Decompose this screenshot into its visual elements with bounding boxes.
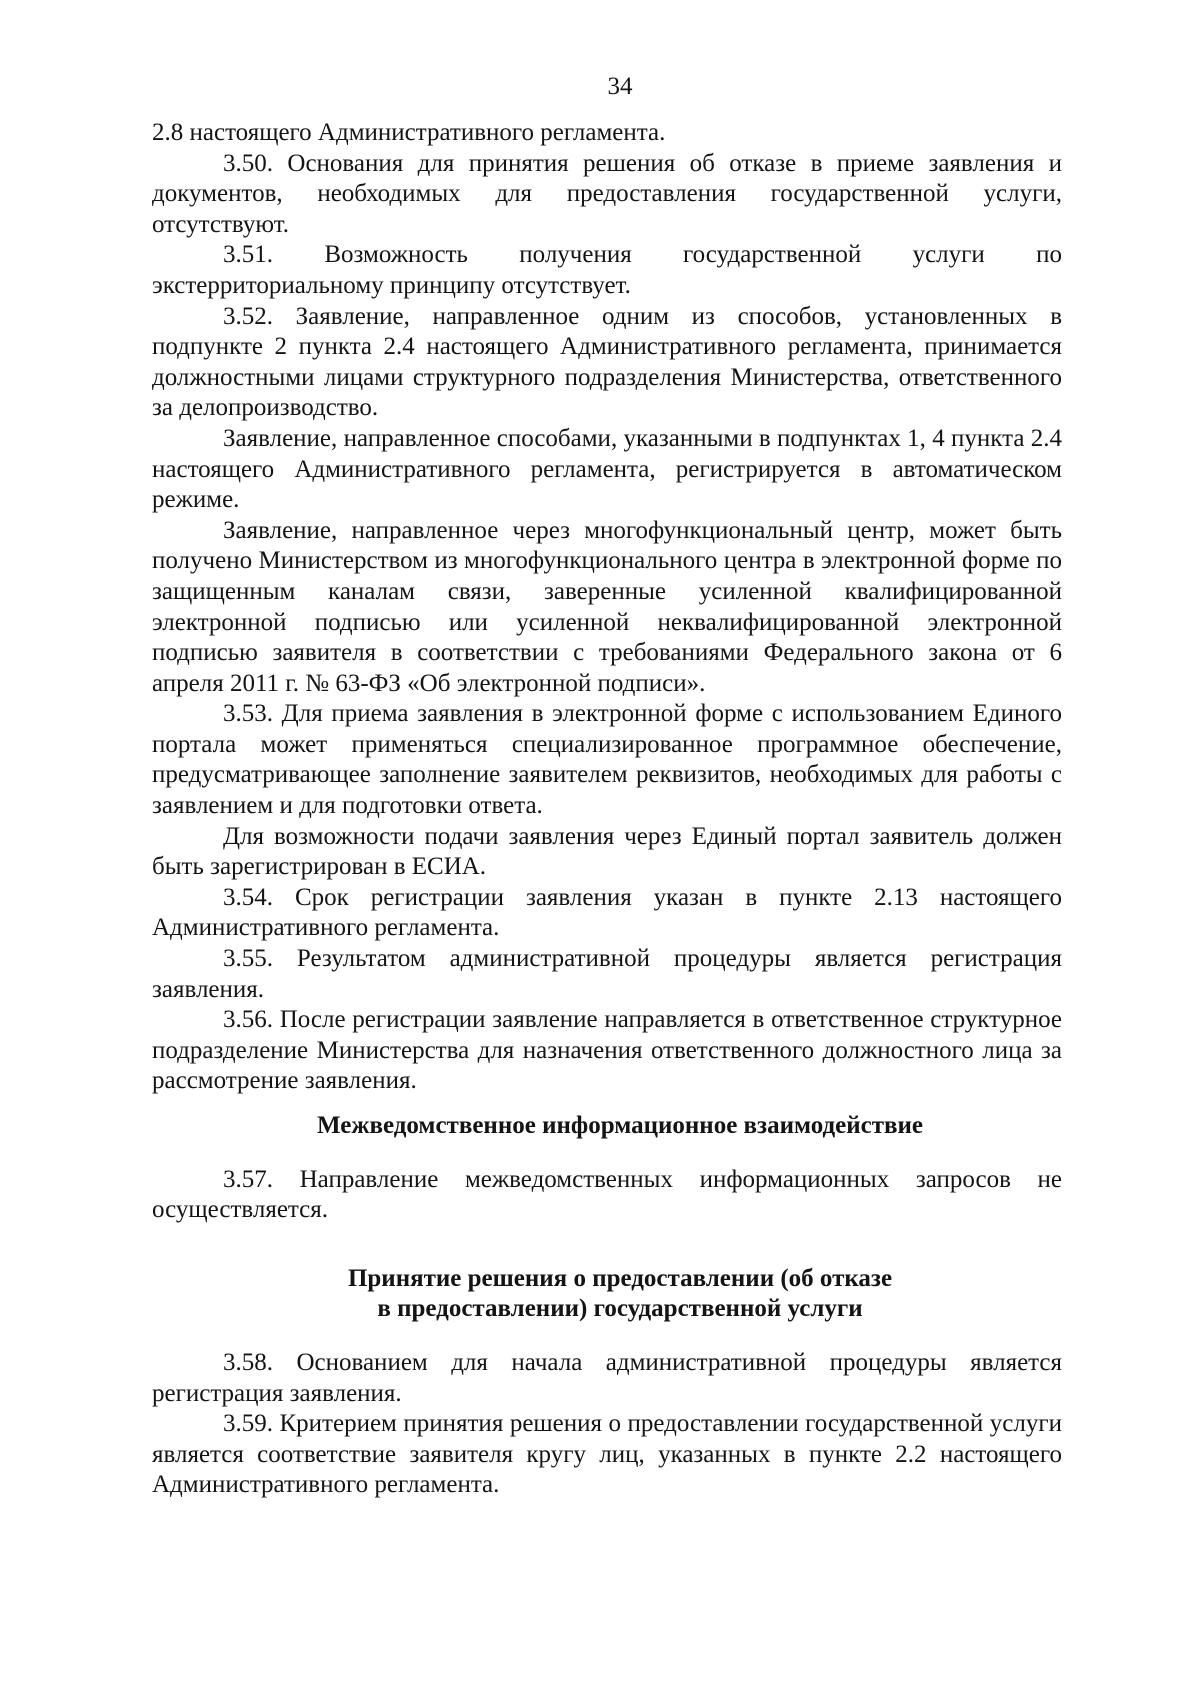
paragraph-3-51: 3.51. Возможность получения государственной услуги по экстерриториальному принципу отсутствует.	[152, 241, 1062, 299]
paragraph-3-56: 3.56. После регистрации заявление направляется в ответственное структурное подразделение Министерства для назначения ответственного должностного лица за рассмотрение заявления.	[152, 1006, 1062, 1095]
document-page	[152, 72, 1062, 1501]
paragraph-3-50: 3.50. Основания для принятия решения об отказе в приеме заявления и документов, необходимых для предоставления государственной услуги, отсутствуют.	[152, 149, 1062, 238]
page-number: 34	[607, 73, 633, 100]
paragraph-3-59: 3.59. Критерием принятия решения о предоставлении государственной услуги является соответствие заявителя кругу лиц, указанных в пункте 2.2 настоящего Административного регламента.	[152, 1410, 1062, 1499]
section-heading-decision-line-2: в предоставлении) государственной услуги	[377, 1295, 863, 1323]
paragraph-3-54: 3.54. Срок регистрации заявления указан в пункте 2.13 настоящего Административного регламента.	[152, 883, 1062, 942]
paragraph-3-52-mfc: Заявление, направленное через многофункциональный центр, может быть получено Министерством из многофункционального центра в электронной форме по защищенным каналам связи, заверенные усиленной квалифицированной электронной подписью или усиленной неквалифицированной электронной подписью заявителя в соответствии с требованиями Федерального закона от 6 апреля 2011 г. № 63-ФЗ «Об электронной подписи».	[152, 516, 1062, 697]
paragraph-3-58: 3.58. Основанием для начала административной процедуры является регистрация заявления.	[152, 1348, 1062, 1407]
paragraph-3-57: 3.57. Направление межведомственных информационных запросов не осуществляется.	[152, 1165, 1062, 1224]
section-heading-decision-line-1: Принятие решения о предоставлении (об отказе	[347, 1264, 893, 1292]
section-heading-interagency: Межведомственное информационное взаимодействие	[317, 1112, 923, 1139]
section-heading-decision	[152, 1264, 1062, 1325]
paragraph-3-52-auto-registration: Заявление, направленное способами, указанными в подпунктах 1, 4 пункта 2.4 настоящего Административного регламента, регистрируется в автоматическом режиме.	[152, 424, 1062, 514]
paragraph-3-52: 3.52. Заявление, направленное одним из способов, установленных в подпункте 2 пункта 2.4 настоящего Административного регламента, принимается должностными лицами структурного подразделения Министерства, ответственного за делопроизводство.	[152, 302, 1062, 422]
paragraph-continuation: 2.8 настоящего Административного регламента.	[152, 119, 666, 146]
paragraph-3-53-esia: Для возможности подачи заявления через Единый портал заявитель должен быть зарегистрирован в ЕСИА.	[152, 822, 1062, 881]
paragraph-3-55: 3.55. Результатом административной процедуры является регистрация заявления.	[152, 945, 1062, 1003]
paragraph-3-53: 3.53. Для приема заявления в электронной форме с использованием Единого портала может применяться специализированное программное обеспечение, предусматривающее заполнение заявителем реквизитов, необходимых для работы с заявлением и для подготовки ответа.	[152, 700, 1062, 820]
